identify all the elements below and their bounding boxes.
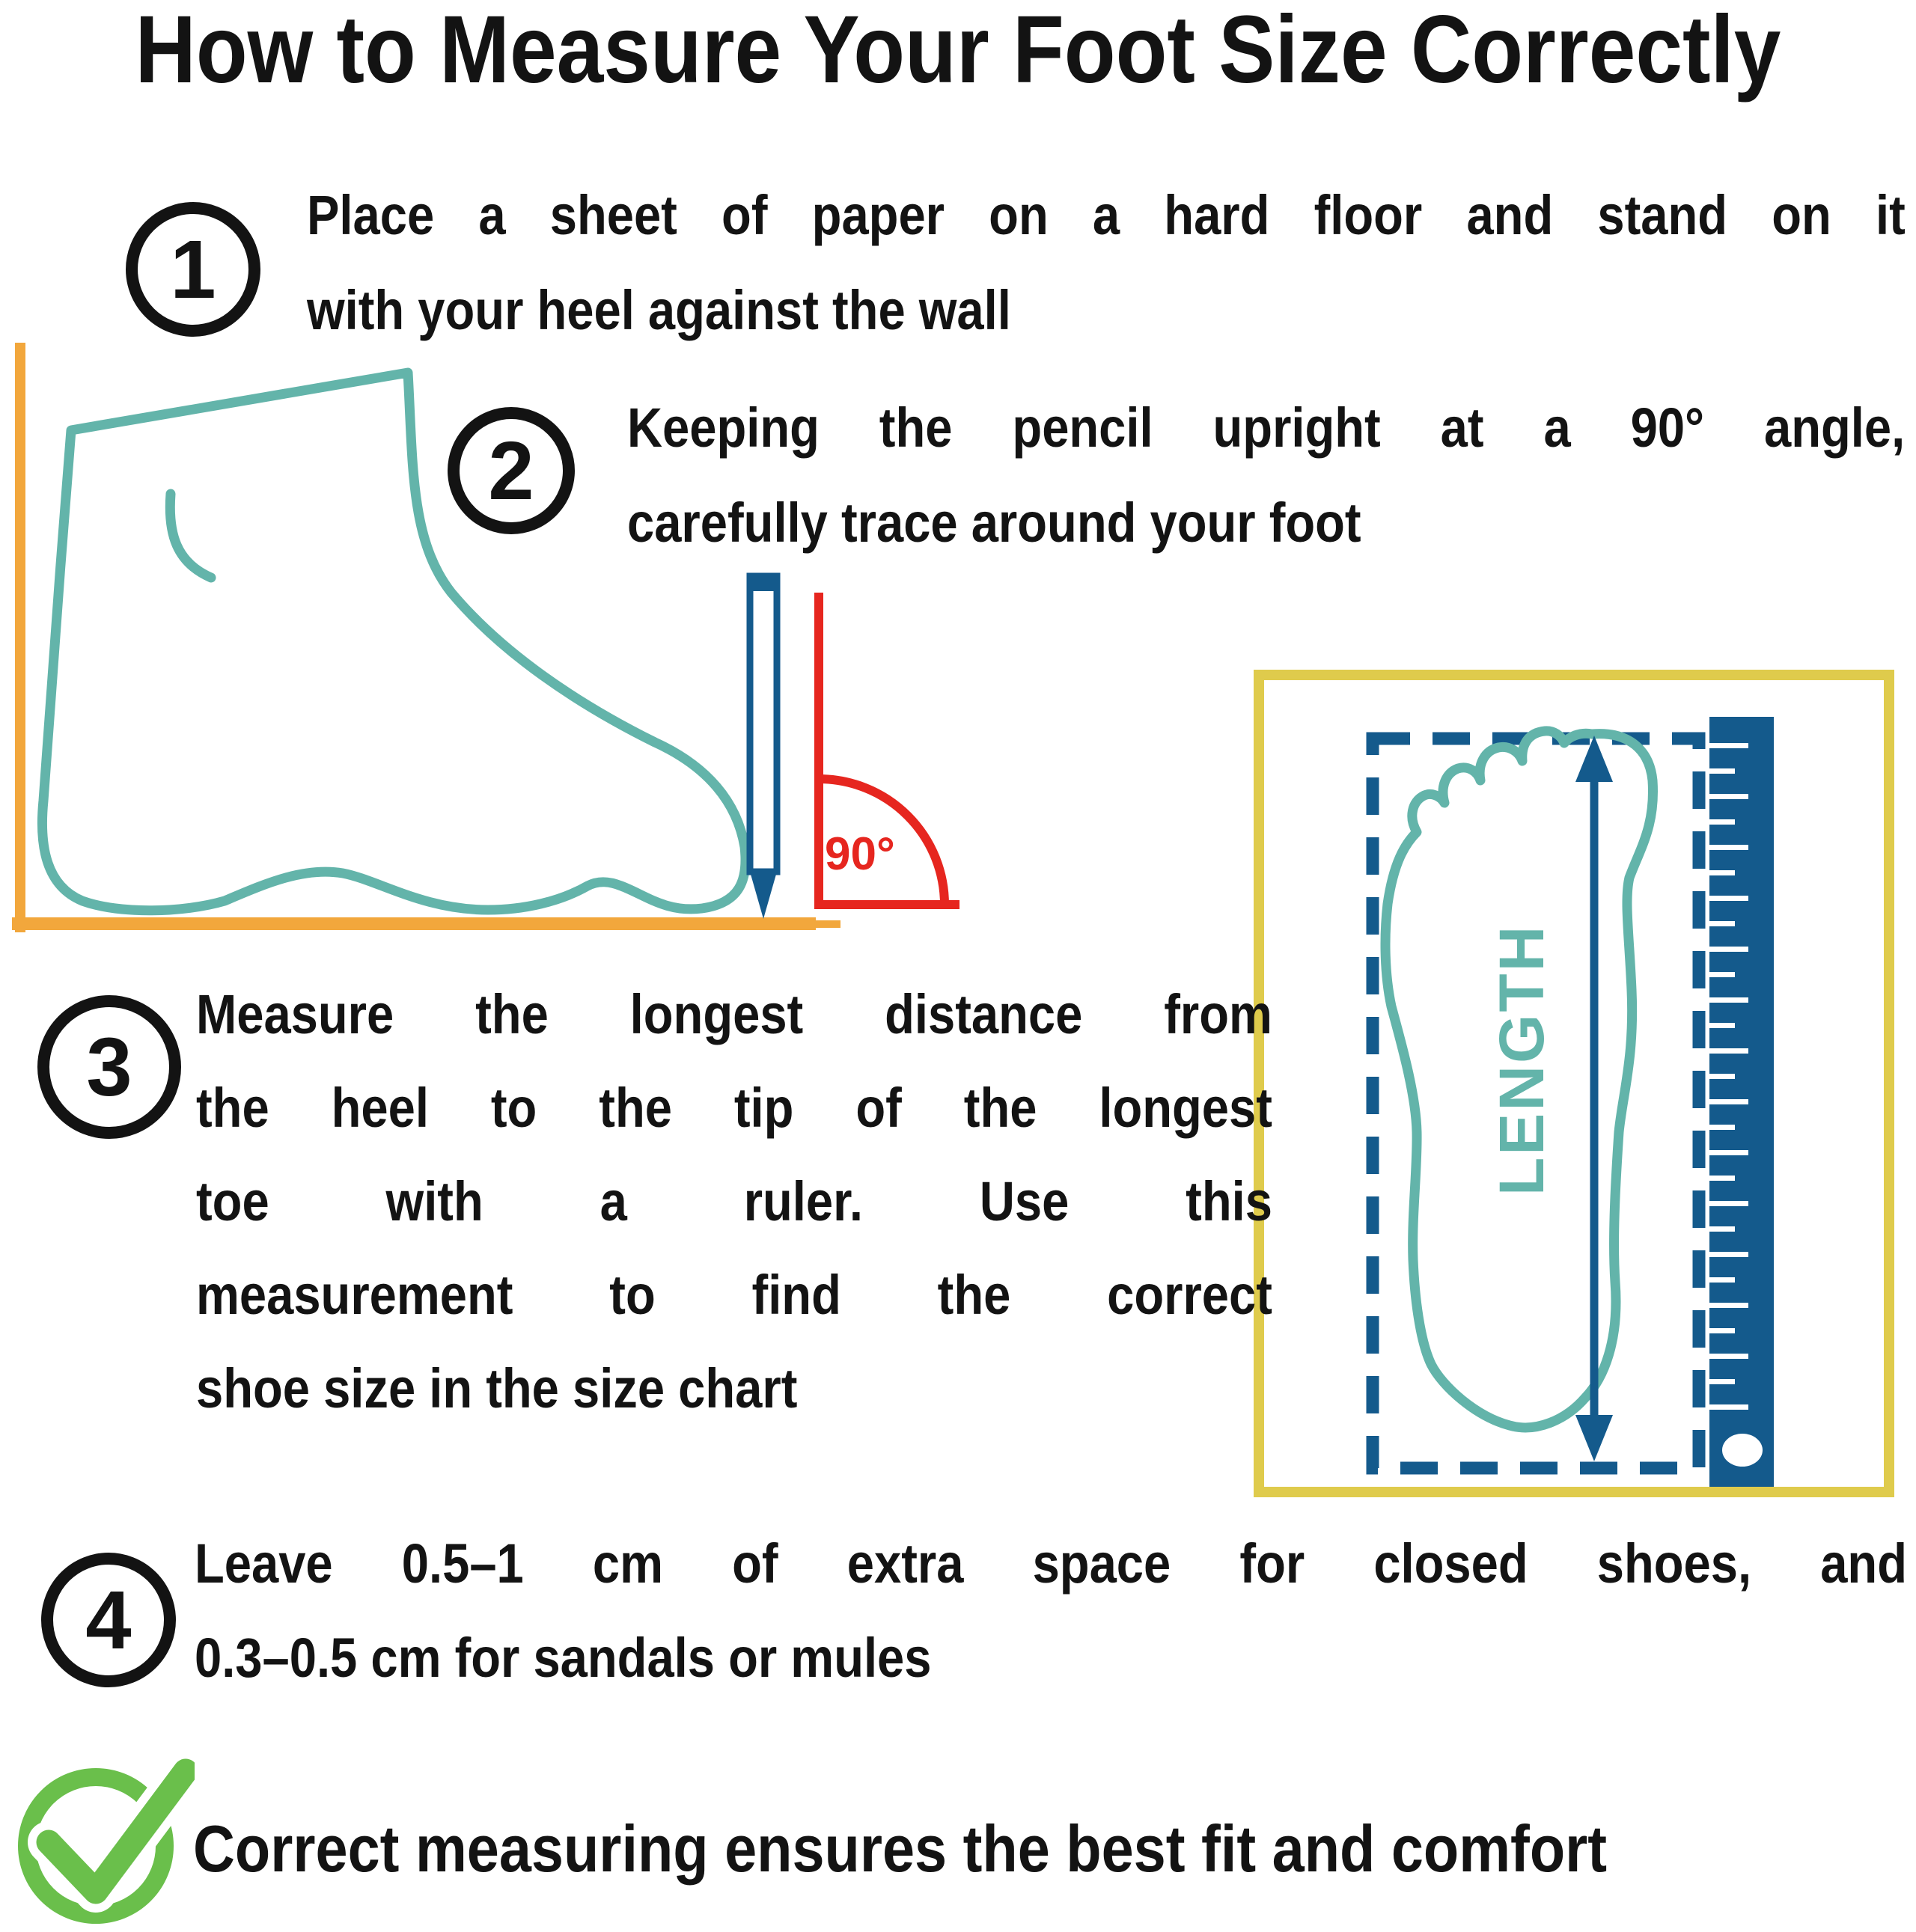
step-3-badge (37, 995, 181, 1139)
step-1-line-1: Place a sheet of paper on a hard floor and stand on it (307, 184, 1906, 246)
step-1-line-2: with your heel against the wall (307, 279, 1011, 341)
right-angle-icon (814, 593, 959, 905)
step-4-badge (41, 1553, 176, 1687)
step-4-text (195, 1517, 1907, 1705)
ankle-mark (170, 494, 211, 578)
step-3-line-2: the heel to the tip of the longest (196, 1077, 1272, 1139)
step-4-number: 4 (85, 1574, 132, 1666)
ruler-icon (1709, 717, 1774, 1487)
ruler-hole (1722, 1434, 1763, 1467)
step-2-line-2: carefully trace around your foot (627, 492, 1361, 554)
pencil-icon (748, 575, 778, 919)
step-3-text (196, 967, 1272, 1435)
step-3-line-4: measurement to find the correct (196, 1264, 1272, 1326)
step-3-line-1: Measure the longest distance from (196, 983, 1272, 1045)
step-2-number: 2 (488, 424, 534, 517)
floor-line (12, 917, 816, 930)
step-3-number: 3 (86, 1021, 132, 1113)
step-3-line-5: shoe size in the size chart (196, 1357, 798, 1419)
check-icon (7, 1745, 195, 1932)
yellow-frame (1259, 675, 1889, 1492)
footer-note-text: Correct measuring ensures the best fit and comfort (193, 1812, 1608, 1886)
page-title: How to Measure Your Foot Size Correctly (135, 0, 1781, 103)
step-2-line-1: Keeping the pencil upright at a 90° angle, (627, 397, 1906, 459)
step-3-line-3: toe with a ruler. Use this (196, 1170, 1272, 1232)
wall-line (15, 343, 25, 932)
step-4-line-2: 0.3–0.5 cm for sandals or mules (195, 1627, 932, 1689)
length-label: LENGTH (1486, 923, 1557, 1196)
angle-label: 90° (825, 828, 895, 880)
step-4-line-1: Leave 0.5–1 cm of extra space for closed shoes, and (195, 1532, 1907, 1595)
length-measure-illustration (1251, 668, 1897, 1499)
step-1-badge (126, 202, 260, 337)
floor-line-end (812, 920, 840, 928)
step-1-number: 1 (170, 223, 216, 316)
foot-tracing-illustration (0, 338, 980, 937)
footer-note (193, 1809, 1907, 1889)
foot-side-icon (42, 373, 745, 911)
step-1-text (307, 168, 1906, 358)
